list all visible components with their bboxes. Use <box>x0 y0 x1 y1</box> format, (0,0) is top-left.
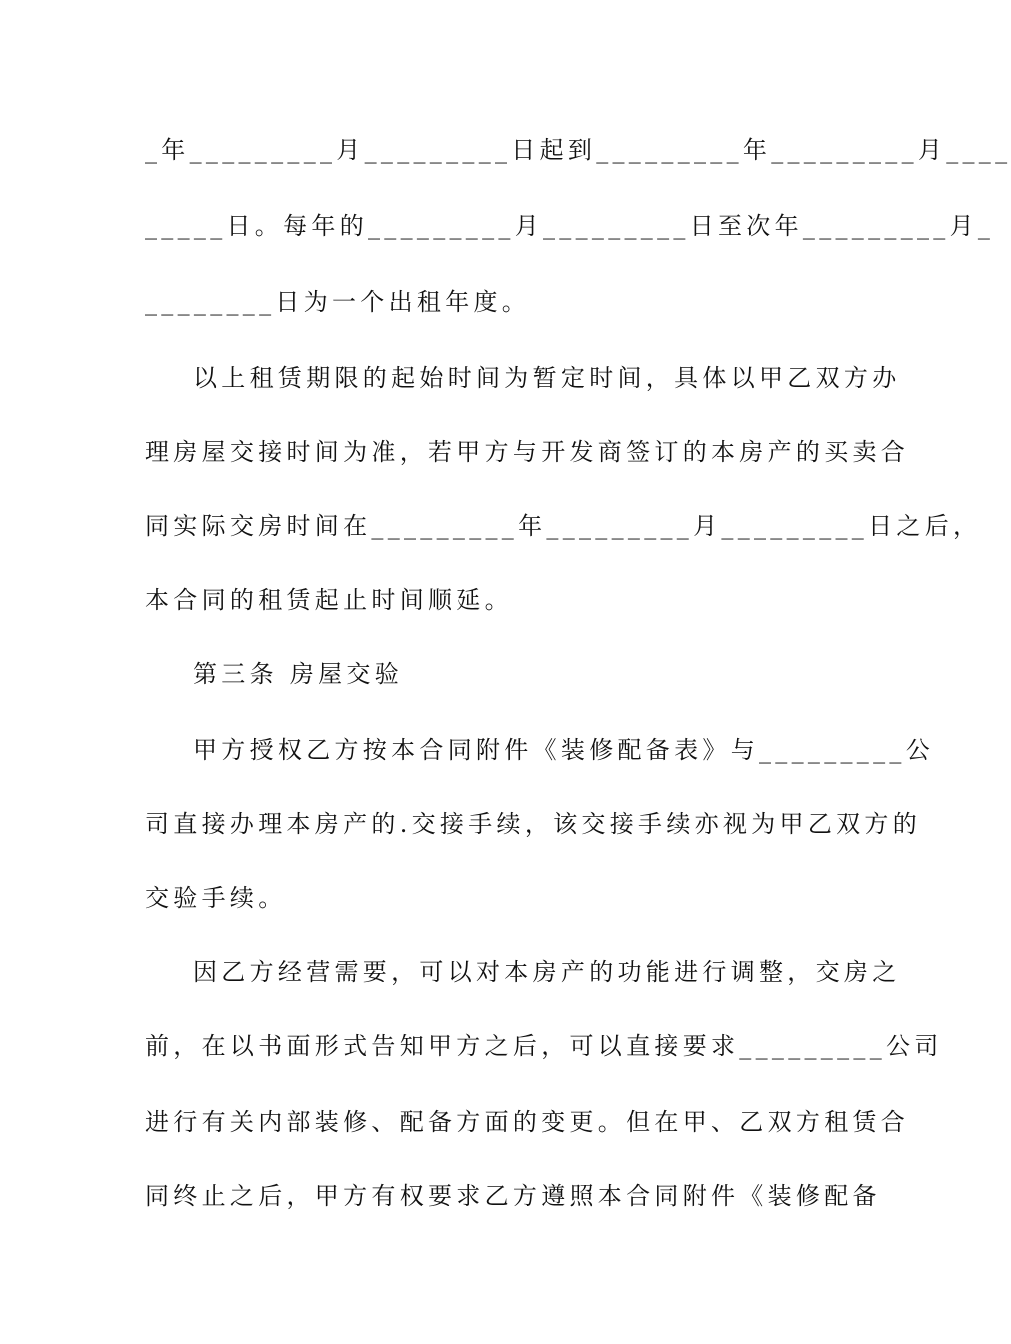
paragraph-line: _____日。每年的_________月_________日至次年_________月_ <box>145 212 995 240</box>
section-heading: 第三条 房屋交验 <box>193 660 404 688</box>
paragraph-line: 理房屋交接时间为准，若甲方与开发商签订的本房产的买卖合 <box>145 438 910 466</box>
paragraph-line: 同实际交房时间在_________年_________月_________日之后， <box>145 512 982 540</box>
paragraph-line: 同终止之后，甲方有权要求乙方遵照本合同附件《装修配备 <box>145 1182 881 1210</box>
paragraph-line: 进行有关内部装修、配备方面的变更。但在甲、乙双方租赁合 <box>145 1108 910 1136</box>
paragraph-line: 前，在以书面形式告知甲方之后，可以直接要求_________公司 <box>145 1032 943 1060</box>
paragraph-line: 司直接办理本房产的.交接手续，该交接手续亦视为甲乙双方的 <box>145 810 922 838</box>
paragraph-line: ________日为一个出租年度。 <box>145 288 531 316</box>
paragraph-line: 因乙方经营需要，可以对本房产的功能进行调整，交房之 <box>193 958 901 986</box>
paragraph-line: 本合同的租赁起止时间顺延。 <box>145 586 513 614</box>
paragraph-line: 甲方授权乙方按本合同附件《装修配备表》与_________公 <box>193 736 934 764</box>
paragraph-line: 以上租赁期限的起始时间为暂定时间，具体以甲乙双方办 <box>193 364 901 392</box>
paragraph-line: 交验手续。 <box>145 884 287 912</box>
paragraph-line: _年_________月_________日起到_________年_________月____ <box>145 136 1011 164</box>
